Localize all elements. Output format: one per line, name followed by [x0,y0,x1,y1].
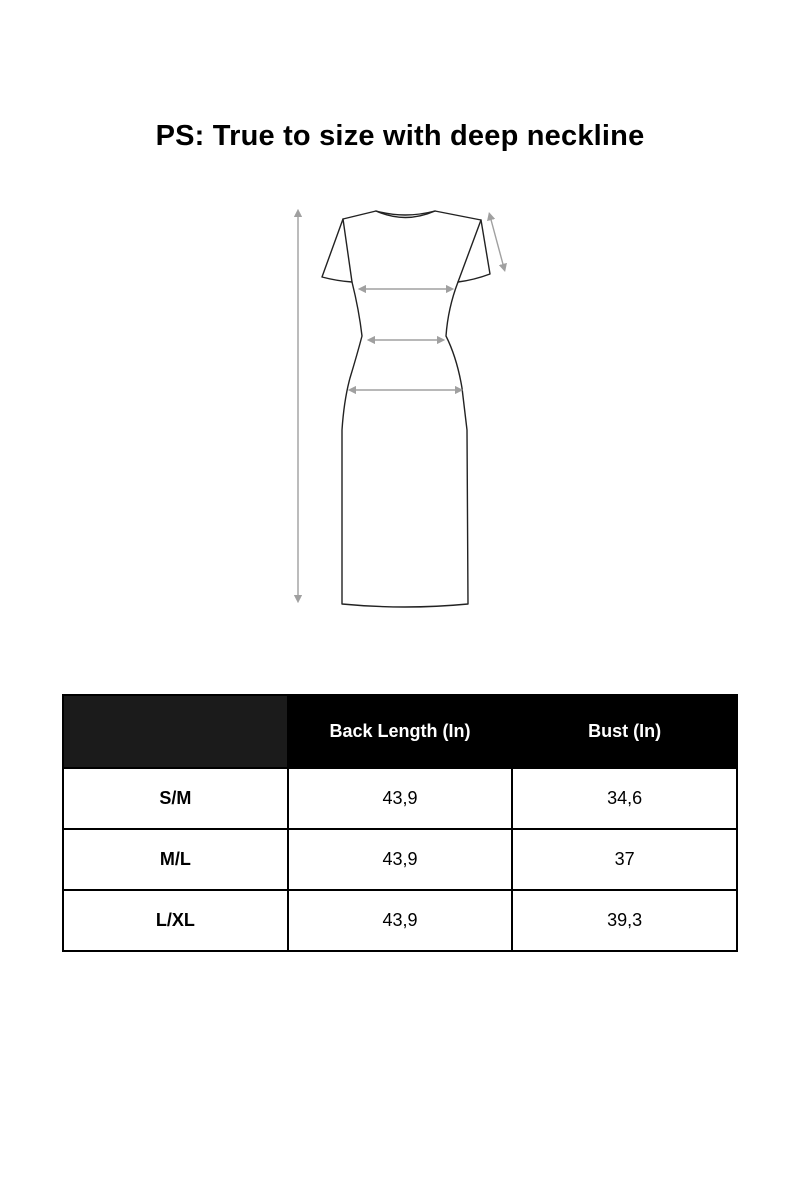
table-row [63,768,737,829]
measurement-arrows [298,213,504,599]
back-length-value: 43,9 [288,829,513,890]
table-header-row [63,695,737,768]
size-label: L/XL [63,890,288,951]
bust-value: 39,3 [512,890,737,951]
size-label: S/M [63,768,288,829]
size-label: M/L [63,829,288,890]
bust-value: 37 [512,829,737,890]
size-chart-table [62,694,738,952]
column-header-back-length: Back Length (In) [288,695,513,768]
right-sleeve-outline [458,220,490,282]
page-title: PS: True to size with deep neckline [155,120,645,152]
table-row [63,890,737,951]
dress-body-outline [342,211,481,607]
back-length-value: 43,9 [288,890,513,951]
back-length-value: 43,9 [288,768,513,829]
dress-outline-icon [322,211,490,607]
column-header-bust: Bust (In) [512,695,737,768]
sleeve-length-arrow [490,216,504,268]
bust-value: 34,6 [512,768,737,829]
table-row [63,829,737,890]
table-corner-cell [63,695,288,768]
